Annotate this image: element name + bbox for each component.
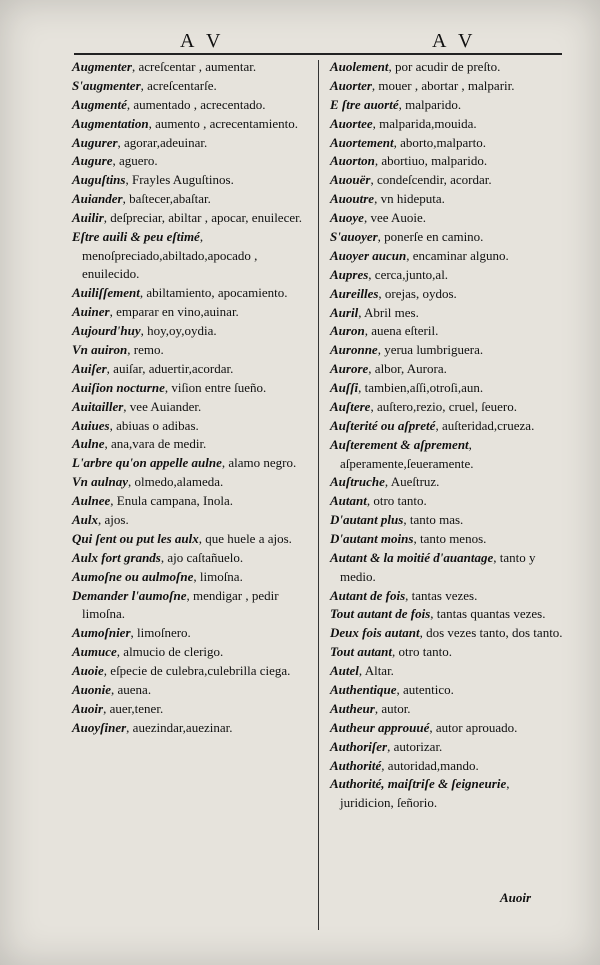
entry-headword: Deux fois autant: [330, 625, 420, 641]
entry-headword: Augmenter: [72, 59, 132, 74]
entry-headword: Auolement: [330, 59, 389, 74]
entry-headword: Tout autant de fois: [330, 606, 431, 622]
entry-definition: , autentico.: [396, 682, 454, 698]
entry-definition: , vee Auoie.: [363, 210, 427, 226]
dictionary-entry: [330, 190, 566, 209]
entry-definition: , auer,tener.: [103, 700, 164, 716]
entry-headword: Autant: [330, 493, 367, 509]
entry-definition: , emparar en vino,auinar.: [109, 304, 239, 320]
entry-headword: Auoyer aucun: [330, 247, 407, 263]
entry-definition: , Frayles Auguſtinos.: [125, 172, 234, 188]
dictionary-entry: [72, 152, 310, 171]
dictionary-entry: [330, 115, 566, 134]
dictionary-entry: [72, 681, 310, 700]
dictionary-entry: [72, 379, 310, 398]
entry-headword: Aupres: [330, 266, 369, 282]
entry-definition: , vn hideputa.: [374, 191, 445, 207]
entry-headword: Auiſer: [72, 360, 107, 376]
dictionary-entry: [72, 96, 310, 115]
entry-headword: Auoir: [72, 700, 104, 716]
dictionary-entry: [330, 549, 566, 586]
dictionary-entry: [72, 700, 310, 719]
entry-definition: , Altar.: [358, 663, 394, 679]
entry-definition: , alamo negro.: [221, 455, 297, 471]
entry-definition: , olmedo,alameda.: [128, 474, 224, 490]
entry-definition: , autor.: [374, 700, 411, 716]
entry-headword: Auril: [330, 304, 359, 320]
entry-headword: Authentique: [330, 682, 397, 698]
entry-headword: Auſtruche: [330, 474, 385, 490]
dictionary-entry: [330, 209, 566, 228]
dictionary-entry: [72, 549, 310, 568]
dictionary-entry: [72, 587, 310, 624]
running-header: [80, 30, 560, 52]
entry-headword: S'auoyer: [330, 229, 378, 245]
dictionary-entry: [72, 435, 310, 454]
entry-definition: , baſtecer,abaſtar.: [122, 191, 211, 207]
entry-headword: Autant de fois: [330, 587, 406, 603]
dictionary-entry: [330, 757, 566, 776]
dictionary-entry: [72, 360, 310, 379]
entry-headword: Auſſi: [330, 380, 359, 396]
entry-definition: , limoſnero.: [130, 625, 191, 641]
dictionary-entry: [72, 341, 310, 360]
entry-definition: , auiſar, aduertir,acordar.: [106, 360, 234, 376]
dictionary-entry: [330, 436, 566, 473]
dictionary-entry: [330, 379, 566, 398]
dictionary-entry: [330, 473, 566, 492]
dictionary-entry: [330, 285, 566, 304]
entry-definition: , tanto menos.: [413, 531, 487, 547]
entry-headword: Auoutre: [330, 191, 375, 207]
entry-definition: , Aueſtruz.: [384, 474, 440, 490]
entry-definition: , ponerſe en camino.: [377, 229, 484, 245]
dictionary-entry: [330, 341, 566, 360]
entry-definition: , aumentado , acrecentado.: [126, 96, 266, 112]
dictionary-entry: [72, 662, 310, 681]
entry-headword: Vn aulnay: [72, 474, 128, 490]
dictionary-entry: [330, 719, 566, 738]
dictionary-entry: [72, 77, 310, 96]
entry-definition: , agorar,adeuinar.: [117, 134, 208, 150]
dictionary-entry: [72, 284, 310, 303]
right-column: [330, 58, 566, 813]
dictionary-entry: [330, 96, 566, 115]
dictionary-entry: [330, 77, 566, 96]
entry-definition: , mendigar , pedir limoſna.: [82, 587, 279, 622]
entry-definition: , otro tanto.: [392, 644, 452, 660]
entry-headword: Aumoſnier: [72, 625, 131, 641]
header-right: A V: [432, 30, 477, 52]
entry-headword: Aulnee: [72, 493, 111, 509]
entry-headword: Auſtere: [330, 399, 371, 415]
dictionary-entry: [330, 152, 566, 171]
entry-definition: , auena.: [111, 681, 152, 697]
entry-headword: Tout autant: [330, 644, 393, 660]
dictionary-entry: [330, 360, 566, 379]
entry-definition: , almucio de clerigo.: [116, 644, 224, 660]
entry-definition: , eſpecie de culebra,culebrilla ciega.: [103, 662, 291, 678]
header-left: A V: [180, 30, 225, 52]
entry-definition: , viſion entre ſueño.: [164, 379, 267, 395]
dictionary-entry: [72, 511, 310, 530]
dictionary-entry: [330, 624, 566, 643]
dictionary-entry: [330, 304, 566, 323]
entry-headword: Aulne: [72, 436, 105, 452]
dictionary-entry: [72, 473, 310, 492]
dictionary-entry: [72, 171, 310, 190]
dictionary-entry: [330, 247, 566, 266]
entry-definition: , aſperamente,ſeueramente.: [340, 436, 474, 471]
entry-definition: , ana,vara de medir.: [104, 436, 207, 452]
entry-headword: Auorton: [330, 153, 375, 169]
entry-headword: Augmenté: [72, 96, 127, 112]
entry-definition: , albor, Aurora.: [368, 361, 447, 377]
entry-definition: , otro tanto.: [366, 493, 427, 509]
dictionary-entry: [72, 417, 310, 436]
entry-definition: , ajos.: [98, 512, 129, 527]
entry-definition: , tantas quantas vezes.: [430, 606, 546, 622]
dictionary-entry: [72, 530, 310, 549]
dictionary-entry: [330, 700, 566, 719]
entry-headword: Augmentation: [72, 115, 149, 131]
entry-headword: Autel: [330, 663, 359, 679]
entry-definition: , mouer , abortar , malparir.: [371, 77, 515, 93]
entry-definition: , ajo caſtañuelo.: [160, 549, 244, 565]
entry-definition: , que huele a ajos.: [198, 530, 292, 546]
entry-definition: , malparida,mouida.: [372, 115, 477, 131]
entry-headword: Authoriſer: [330, 738, 388, 754]
entry-headword: Auoie: [72, 662, 104, 678]
entry-definition: , auena eſteril.: [364, 323, 439, 339]
entry-definition: , abiuas o adibas.: [109, 417, 199, 433]
entry-definition: , dos vezes tanto, dos tanto.: [419, 625, 563, 641]
dictionary-entry: [72, 134, 310, 153]
dictionary-entry: [330, 322, 566, 341]
entry-definition: , juridicion, ſeñorio.: [340, 776, 510, 811]
entry-headword: Auilir: [72, 210, 104, 226]
entry-headword: Auortement: [330, 134, 394, 150]
dictionary-entry: [330, 398, 566, 417]
entry-headword: Authorité: [330, 757, 382, 773]
entry-definition: , malparido.: [398, 96, 462, 112]
entry-definition: , aborto,malparto.: [393, 134, 486, 150]
entry-headword: Eſtre auili & peu eſtimé: [72, 229, 200, 245]
dictionary-entry: [330, 417, 566, 436]
entry-headword: Vn auiron: [72, 341, 128, 357]
entry-headword: Auiues: [72, 417, 110, 433]
dictionary-entry: [330, 266, 566, 285]
entry-headword: D'autant moins: [330, 531, 414, 547]
entry-definition: , limoſna.: [193, 568, 243, 584]
entry-headword: Auoyſiner: [72, 719, 127, 735]
dictionary-entry: [72, 568, 310, 587]
entry-headword: Aumuce: [72, 644, 117, 660]
entry-headword: Auiliſſement: [72, 285, 140, 301]
entry-definition: , hoy,oy,oydia.: [140, 323, 217, 339]
entry-headword: Auiander: [72, 191, 123, 207]
entry-definition: , abortiuo, malparido.: [374, 153, 488, 169]
dictionary-entry: [72, 643, 310, 662]
entry-headword: Autheur approuué: [330, 719, 430, 735]
entry-headword: E ſtre auorté: [330, 96, 399, 112]
entry-definition: , orejas, oydos.: [378, 285, 457, 301]
entry-definition: , tanto y medio.: [340, 549, 536, 584]
entry-headword: Aumoſne ou aulmoſne: [72, 568, 194, 584]
catchword: Auoir: [500, 890, 532, 905]
entry-headword: Augurer: [72, 134, 118, 150]
dictionary-entry: [72, 719, 310, 738]
dictionary-entry: [330, 662, 566, 681]
dictionary-entry: [72, 624, 310, 643]
entry-headword: Aurore: [330, 361, 369, 377]
entry-definition: , aguero.: [112, 153, 158, 169]
dictionary-entry: [330, 643, 566, 662]
entry-definition: , cerca,junto,al.: [368, 266, 449, 282]
entry-headword: L'arbre qu'on appelle aulne: [72, 455, 222, 471]
entry-headword: Auiſion nocturne: [72, 379, 165, 395]
dictionary-entry: [72, 228, 310, 284]
entry-definition: , remo.: [127, 341, 164, 357]
entry-headword: Aujourd'huy: [72, 323, 141, 339]
entry-headword: Aulx fort grands: [72, 549, 161, 565]
entry-definition: , vee Auiander.: [123, 398, 202, 414]
dictionary-entry: [330, 511, 566, 530]
dictionary-entry: [330, 681, 566, 700]
entry-definition: , condeſcendir, acordar.: [370, 172, 492, 188]
entry-headword: Demander l'aumoſne: [72, 587, 187, 603]
entry-headword: Auorter: [330, 77, 372, 93]
dictionary-entry: [330, 738, 566, 757]
entry-headword: Auitailler: [72, 398, 124, 414]
entry-definition: , auezindar,auezinar.: [126, 719, 233, 735]
entry-headword: Aureilles: [330, 285, 379, 301]
entry-definition: , autorizar.: [387, 738, 443, 754]
entry-definition: , acreſcentar , aumentar.: [131, 59, 257, 74]
entry-definition: , acreſcentarſe.: [140, 77, 217, 93]
entry-definition: , Enula campana, Inola.: [110, 493, 234, 509]
entry-headword: Qui ſent ou put les aulx: [72, 530, 199, 546]
entry-definition: , tambien,aſſi,otroſi,aun.: [358, 380, 484, 396]
entry-headword: Auiner: [72, 304, 110, 320]
entry-headword: Auſterité ou aſpreté: [330, 417, 436, 433]
entry-definition: , aumento , acrecentamiento.: [148, 115, 299, 131]
entry-headword: Auſterement & aſprement: [330, 436, 469, 452]
entry-definition: , auſteridad,crueza.: [435, 417, 535, 433]
entry-definition: , menoſpreciado,abiltado,apocado , enuilecido.: [82, 229, 258, 282]
entry-definition: , autoridad,mando.: [381, 757, 479, 773]
header-rule: [74, 53, 562, 55]
entry-headword: Authorité, maiſtriſe & ſeigneurie: [330, 776, 507, 792]
entry-definition: , yerua lumbriguera.: [377, 342, 484, 358]
dictionary-entry: [330, 530, 566, 549]
dictionary-entry: [72, 322, 310, 341]
entry-definition: , autor aprouado.: [429, 719, 518, 735]
dictionary-entry: [330, 58, 566, 77]
entry-definition: , por acudir de preſto.: [388, 59, 501, 74]
entry-definition: , encaminar alguno.: [406, 247, 509, 263]
column-divider: [318, 60, 319, 930]
entry-definition: , deſpreciar, abiltar , apocar, enuilecer.: [103, 210, 302, 226]
dictionary-entry: [72, 58, 310, 77]
entry-headword: Auouër: [330, 172, 371, 188]
dictionary-entry: [72, 190, 310, 209]
entry-headword: Auonie: [72, 681, 112, 697]
entry-definition: , abiltamiento, apocamiento.: [139, 285, 288, 301]
dictionary-entry: [72, 454, 310, 473]
dictionary-entry: [72, 303, 310, 322]
entry-headword: Auoye: [330, 210, 364, 226]
entry-definition: , tantas vezes.: [405, 587, 478, 603]
dictionary-entry: [330, 775, 566, 812]
entry-headword: Augure: [72, 153, 113, 169]
entry-headword: Autheur: [330, 700, 375, 716]
entry-headword: Auron: [330, 323, 365, 339]
entry-definition: , auſtero,rezio, cruel, ſeuero.: [370, 399, 517, 415]
dictionary-entry: [72, 398, 310, 417]
dictionary-entry: [330, 587, 566, 606]
dictionary-entry: [72, 492, 310, 511]
dictionary-entry: [330, 492, 566, 511]
entry-headword: Autant & la moitié d'auantage: [330, 549, 494, 565]
entry-headword: D'autant plus: [330, 512, 404, 528]
entry-definition: , tanto mas.: [403, 512, 464, 528]
dictionary-entry: [330, 134, 566, 153]
entry-headword: Aulx: [72, 512, 99, 527]
entry-headword: Auortee: [330, 115, 373, 131]
entry-headword: Auronne: [330, 342, 378, 358]
left-column: [72, 58, 310, 738]
dictionary-entry: [72, 209, 310, 228]
dictionary-entry: [330, 605, 566, 624]
entry-definition: , Abril mes.: [358, 304, 419, 320]
dictionary-entry: [330, 228, 566, 247]
entry-headword: S'augmenter: [72, 77, 141, 93]
entry-headword: Auguſtins: [72, 172, 126, 188]
dictionary-entry: [72, 115, 310, 134]
dictionary-entry: [330, 171, 566, 190]
